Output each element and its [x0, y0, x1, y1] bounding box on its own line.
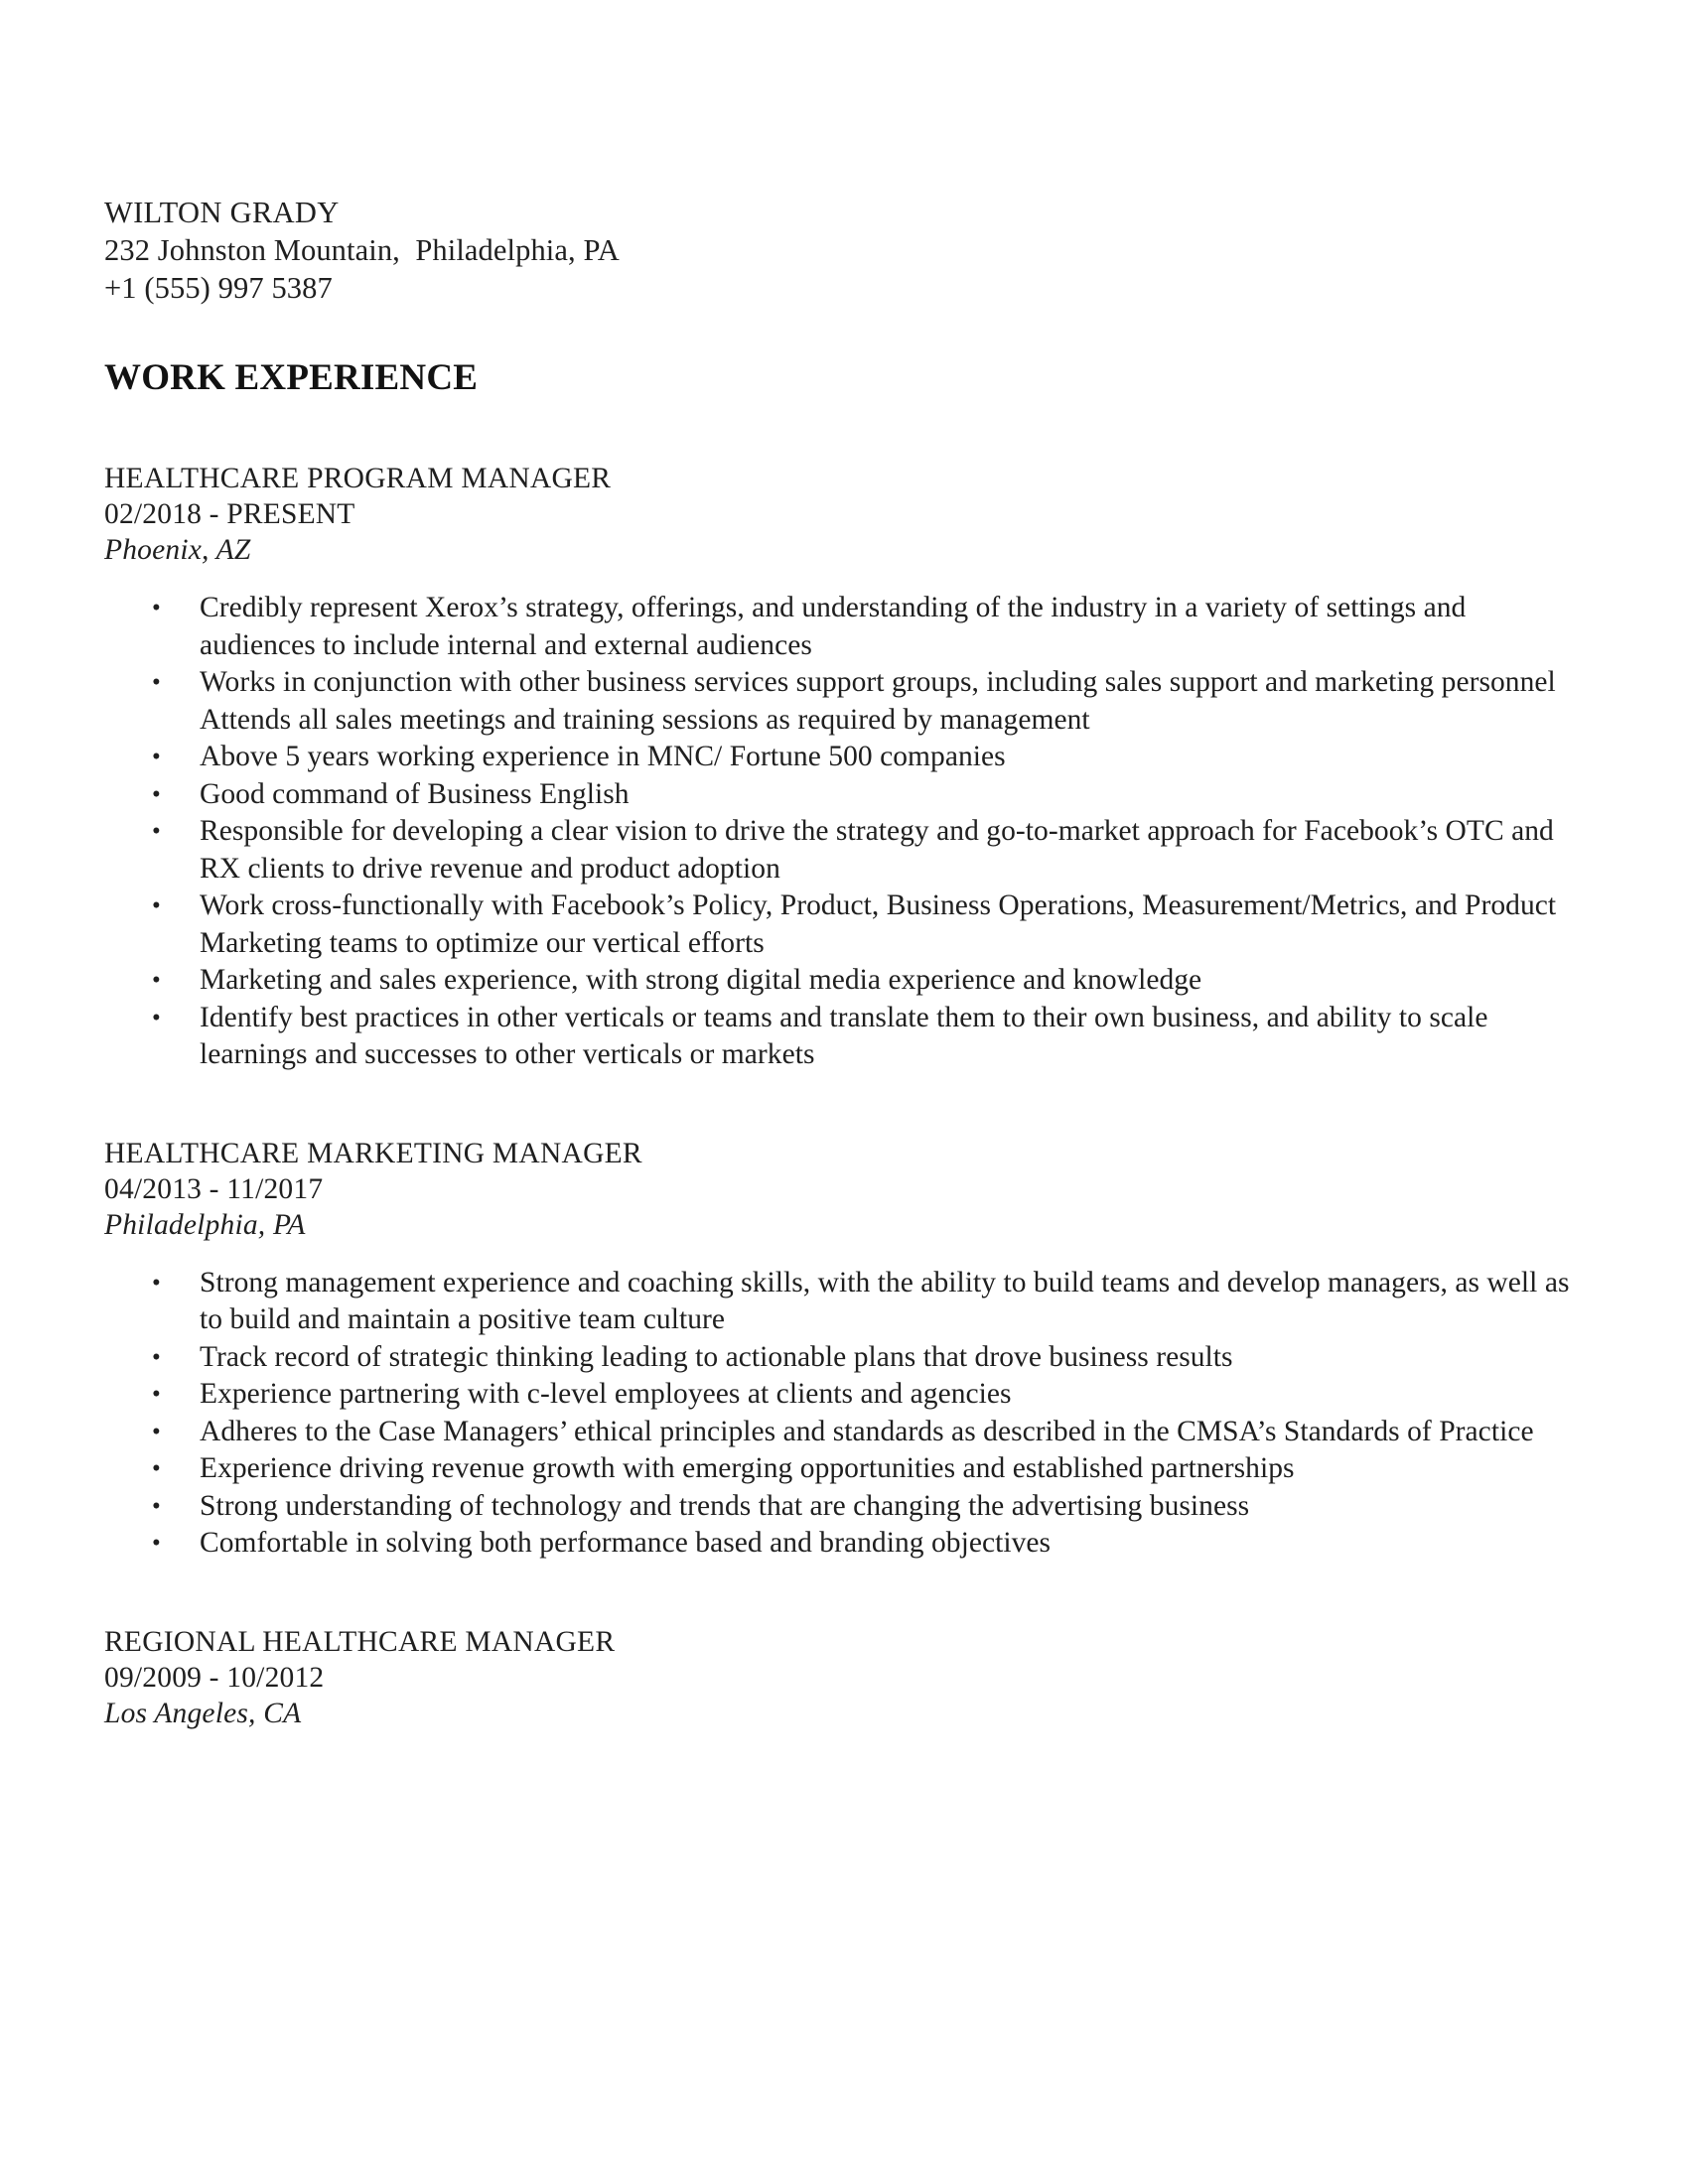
bullet-item: [104, 1488, 1584, 1526]
job-entry: [104, 1624, 1584, 1731]
job-title: HEALTHCARE MARKETING MANAGER: [104, 1137, 642, 1169]
job-title: REGIONAL HEALTHCARE MANAGER: [104, 1625, 616, 1658]
job-dates: 02/2018 - PRESENT: [104, 498, 355, 530]
bullet-text: • Identify best practices in other verticals or teams and translate them to their own business, and ability to scale learnings and successes to other verticals or markets: [200, 1001, 1488, 1070]
job-dates: 04/2013 - 11/2017: [104, 1172, 324, 1205]
job-bullet-list: [104, 590, 1584, 1074]
bullet-text: • Track record of strategic thinking leading to actionable plans that drove business results: [200, 1340, 1233, 1373]
bullet-text: • Works in conjunction with other business services support groups, including sales support and marketing personnel Attends all sales meetings and training sessions as required by management: [200, 666, 1556, 736]
bullet-text: • Comfortable in solving both performance based and branding objectives: [200, 1527, 1052, 1559]
bullet-item: [104, 1000, 1584, 1074]
bullet-item: [104, 1525, 1584, 1563]
job-location: Philadelphia, PA: [104, 1208, 306, 1241]
bullet-item: [104, 1450, 1584, 1488]
section-heading-work-experience: WORK EXPERIENCE: [104, 357, 479, 398]
bullet-item: [104, 739, 1584, 776]
bullet-text: • Adheres to the Case Managers’ ethical principles and standards as described in the CMSA’s Standards of Practice: [200, 1415, 1534, 1447]
job-title: HEALTHCARE PROGRAM MANAGER: [104, 463, 612, 494]
bullet-item: [104, 1414, 1584, 1451]
bullet-text: • Marketing and sales experience, with strong digital media experience and knowledge: [200, 964, 1202, 996]
candidate-phone: +1 (555) 997 5387: [104, 271, 333, 305]
job-location: Los Angeles, CA: [104, 1697, 302, 1729]
contact-header: [104, 194, 1584, 307]
bullet-item: [104, 1376, 1584, 1414]
bullet-text: • Experience driving revenue growth with emerging opportunities and established partnerships: [200, 1452, 1295, 1484]
bullet-text: • Strong understanding of technology and trends that are changing the advertising business: [200, 1489, 1250, 1522]
bullet-text: • Responsible for developing a clear vision to drive the strategy and go-to-market approach for Facebook’s OTC and RX clients to drive revenue and product adoption: [200, 815, 1554, 885]
bullet-item: [104, 887, 1584, 962]
bullet-item: [104, 1339, 1584, 1377]
bullet-text: • Strong management experience and coaching skills, with the ability to build teams and develop managers, as well as to build and maintain a positive team culture: [200, 1266, 1570, 1335]
job-entry: [104, 1136, 1584, 1563]
bullet-text: • Credibly represent Xerox’s strategy, offerings, and understanding of the industry in a variety of settings and audiences to include internal and external audiences: [200, 592, 1467, 661]
bullet-item: [104, 664, 1584, 739]
resume-content: [104, 194, 1584, 1731]
bullet-item: [104, 590, 1584, 664]
job-dates: 09/2009 - 10/2012: [104, 1661, 325, 1694]
candidate-address: 232 Johnston Mountain, Philadelphia, PA: [104, 233, 620, 267]
bullet-text: • Above 5 years working experience in MNC/ Fortune 500 companies: [200, 741, 1006, 772]
bullet-text: • Work cross-functionally with Facebook’s Policy, Product, Business Operations, Measurement/Metrics, and Product Marketing teams to optimize our vertical efforts: [200, 889, 1557, 959]
job-bullet-list: [104, 1265, 1584, 1563]
bullet-item: [104, 776, 1584, 814]
bullet-text: • Experience partnering with c-level employees at clients and agencies: [200, 1378, 1012, 1410]
candidate-name: WILTON GRADY: [104, 196, 340, 229]
bullet-item: [104, 962, 1584, 1000]
bullet-item: [104, 1265, 1584, 1339]
job-entry: [104, 461, 1584, 1074]
bullet-item: [104, 813, 1584, 887]
bullet-text: • Good command of Business English: [200, 777, 630, 810]
job-location: Phoenix, AZ: [104, 534, 251, 566]
